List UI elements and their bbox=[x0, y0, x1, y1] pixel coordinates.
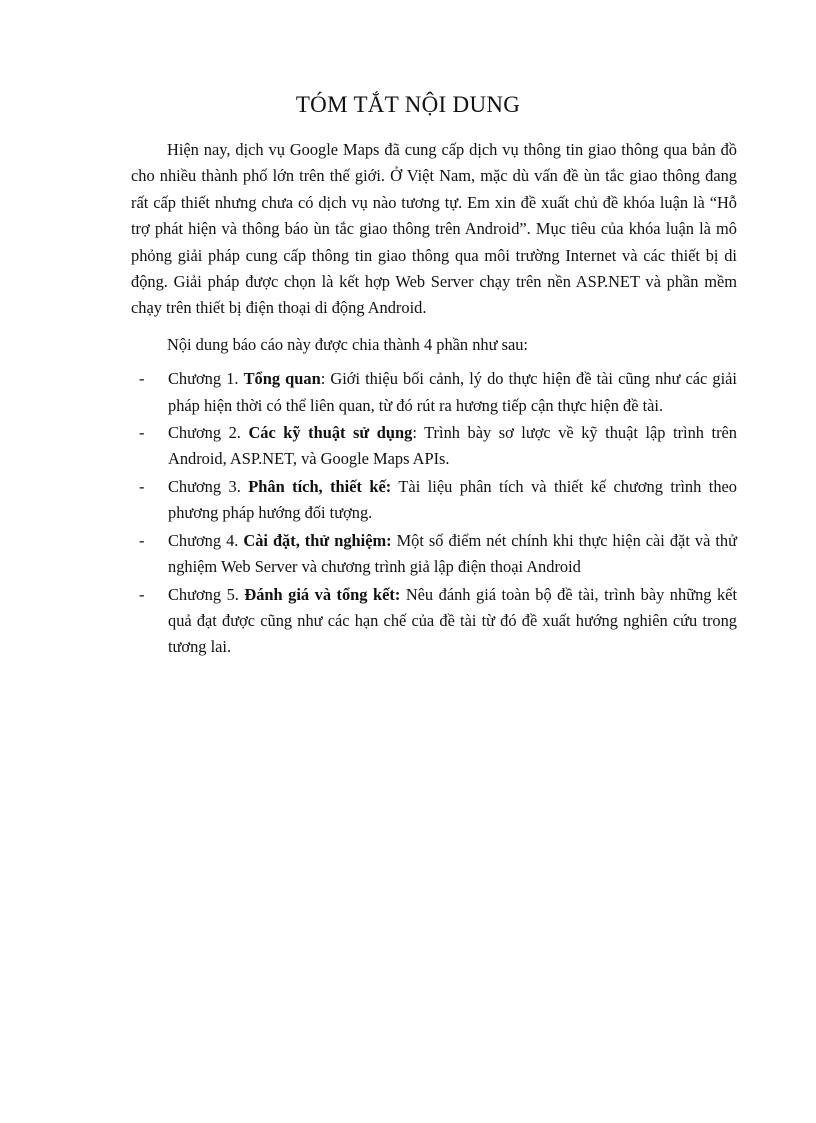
chapter-prefix: Chương 4. bbox=[168, 530, 244, 550]
document-body bbox=[131, 137, 737, 662]
chapter-heading: Cài đặt, thử nghiệm: bbox=[243, 530, 392, 550]
list-bullet: - bbox=[139, 423, 145, 443]
chapter-description: : Trình bày sơ lược về kỹ thuật lập trình trên Android, ASP.NET, và Google Maps APIs. bbox=[168, 423, 738, 469]
chapter-description: : Giới thiệu bối cảnh, lý do thực hiện đề tài cũng như các giải pháp hiện thời có thể liên quan, từ đó rút ra hương tiếp cận thực hiện đề tài. bbox=[168, 369, 737, 415]
chapter-prefix: Chương 3. bbox=[168, 476, 249, 496]
page-title: TÓM TẮT NỘI DUNG bbox=[295, 92, 521, 117]
intro-paragraph: Hiện nay, dịch vụ Google Maps đã cung cấp dịch vụ thông tin giao thông qua bản đồ cho nhiều thành phố lớn trên thế giới. Ở Việt Nam, mặc dù vấn đề ùn tắc giao thông đang rất cấp thiết nhưng chưa có dịch vụ nào tương tự. Em xin đề xuất chủ đề khóa luận là “Hỗ trợ phát hiện và thông báo ùn tắc giao thông trên Android”. Mục tiêu của khóa luận là mô phỏng giải pháp cung cấp thông tin giao thông qua môi trường Internet và các thiết bị di động. Giải pháp được chọn là kết hợp Web Server chạy trên nền ASP.NET và phần mềm chạy trên thiết bị điện thoại di động Android. bbox=[131, 140, 737, 318]
list-bullet: - bbox=[139, 530, 145, 550]
chapter-item bbox=[131, 420, 737, 473]
outline-paragraph: Nội dung báo cáo này được chia thành 4 phần như sau: bbox=[167, 334, 528, 354]
chapter-item bbox=[131, 474, 737, 527]
chapter-item bbox=[131, 528, 737, 581]
chapter-description: Nêu đánh giá toàn bộ đề tài, trình bày những kết quả đạt được cũng như các hạn chế của đề tài từ đó đề xuất hướng nghiên cứu trong tương lai. bbox=[168, 584, 738, 657]
chapter-heading: Đánh giá và tổng kết: bbox=[244, 584, 401, 604]
chapter-heading: Tổng quan bbox=[243, 369, 321, 389]
chapter-list bbox=[131, 366, 737, 660]
list-bullet: - bbox=[139, 476, 145, 496]
chapter-description: Một số điểm nét chính khi thực hiện cài đặt và thử nghiệm Web Server và chương trình giả lập điện thoại Android bbox=[168, 530, 737, 577]
list-bullet: - bbox=[139, 584, 145, 604]
chapter-prefix: Chương 5. bbox=[168, 584, 245, 604]
chapter-prefix: Chương 1. bbox=[168, 369, 244, 389]
chapter-prefix: Chương 2. bbox=[168, 423, 249, 443]
chapter-description: Tài liệu phân tích và thiết kế chương trình theo phương pháp hướng đối tượng. bbox=[168, 476, 737, 523]
list-bullet: - bbox=[139, 369, 145, 389]
chapter-item bbox=[131, 366, 737, 419]
chapter-heading: Phân tích, thiết kế: bbox=[248, 476, 392, 496]
chapter-heading: Các kỹ thuật sử dụng bbox=[248, 423, 413, 443]
chapter-item bbox=[131, 582, 737, 661]
